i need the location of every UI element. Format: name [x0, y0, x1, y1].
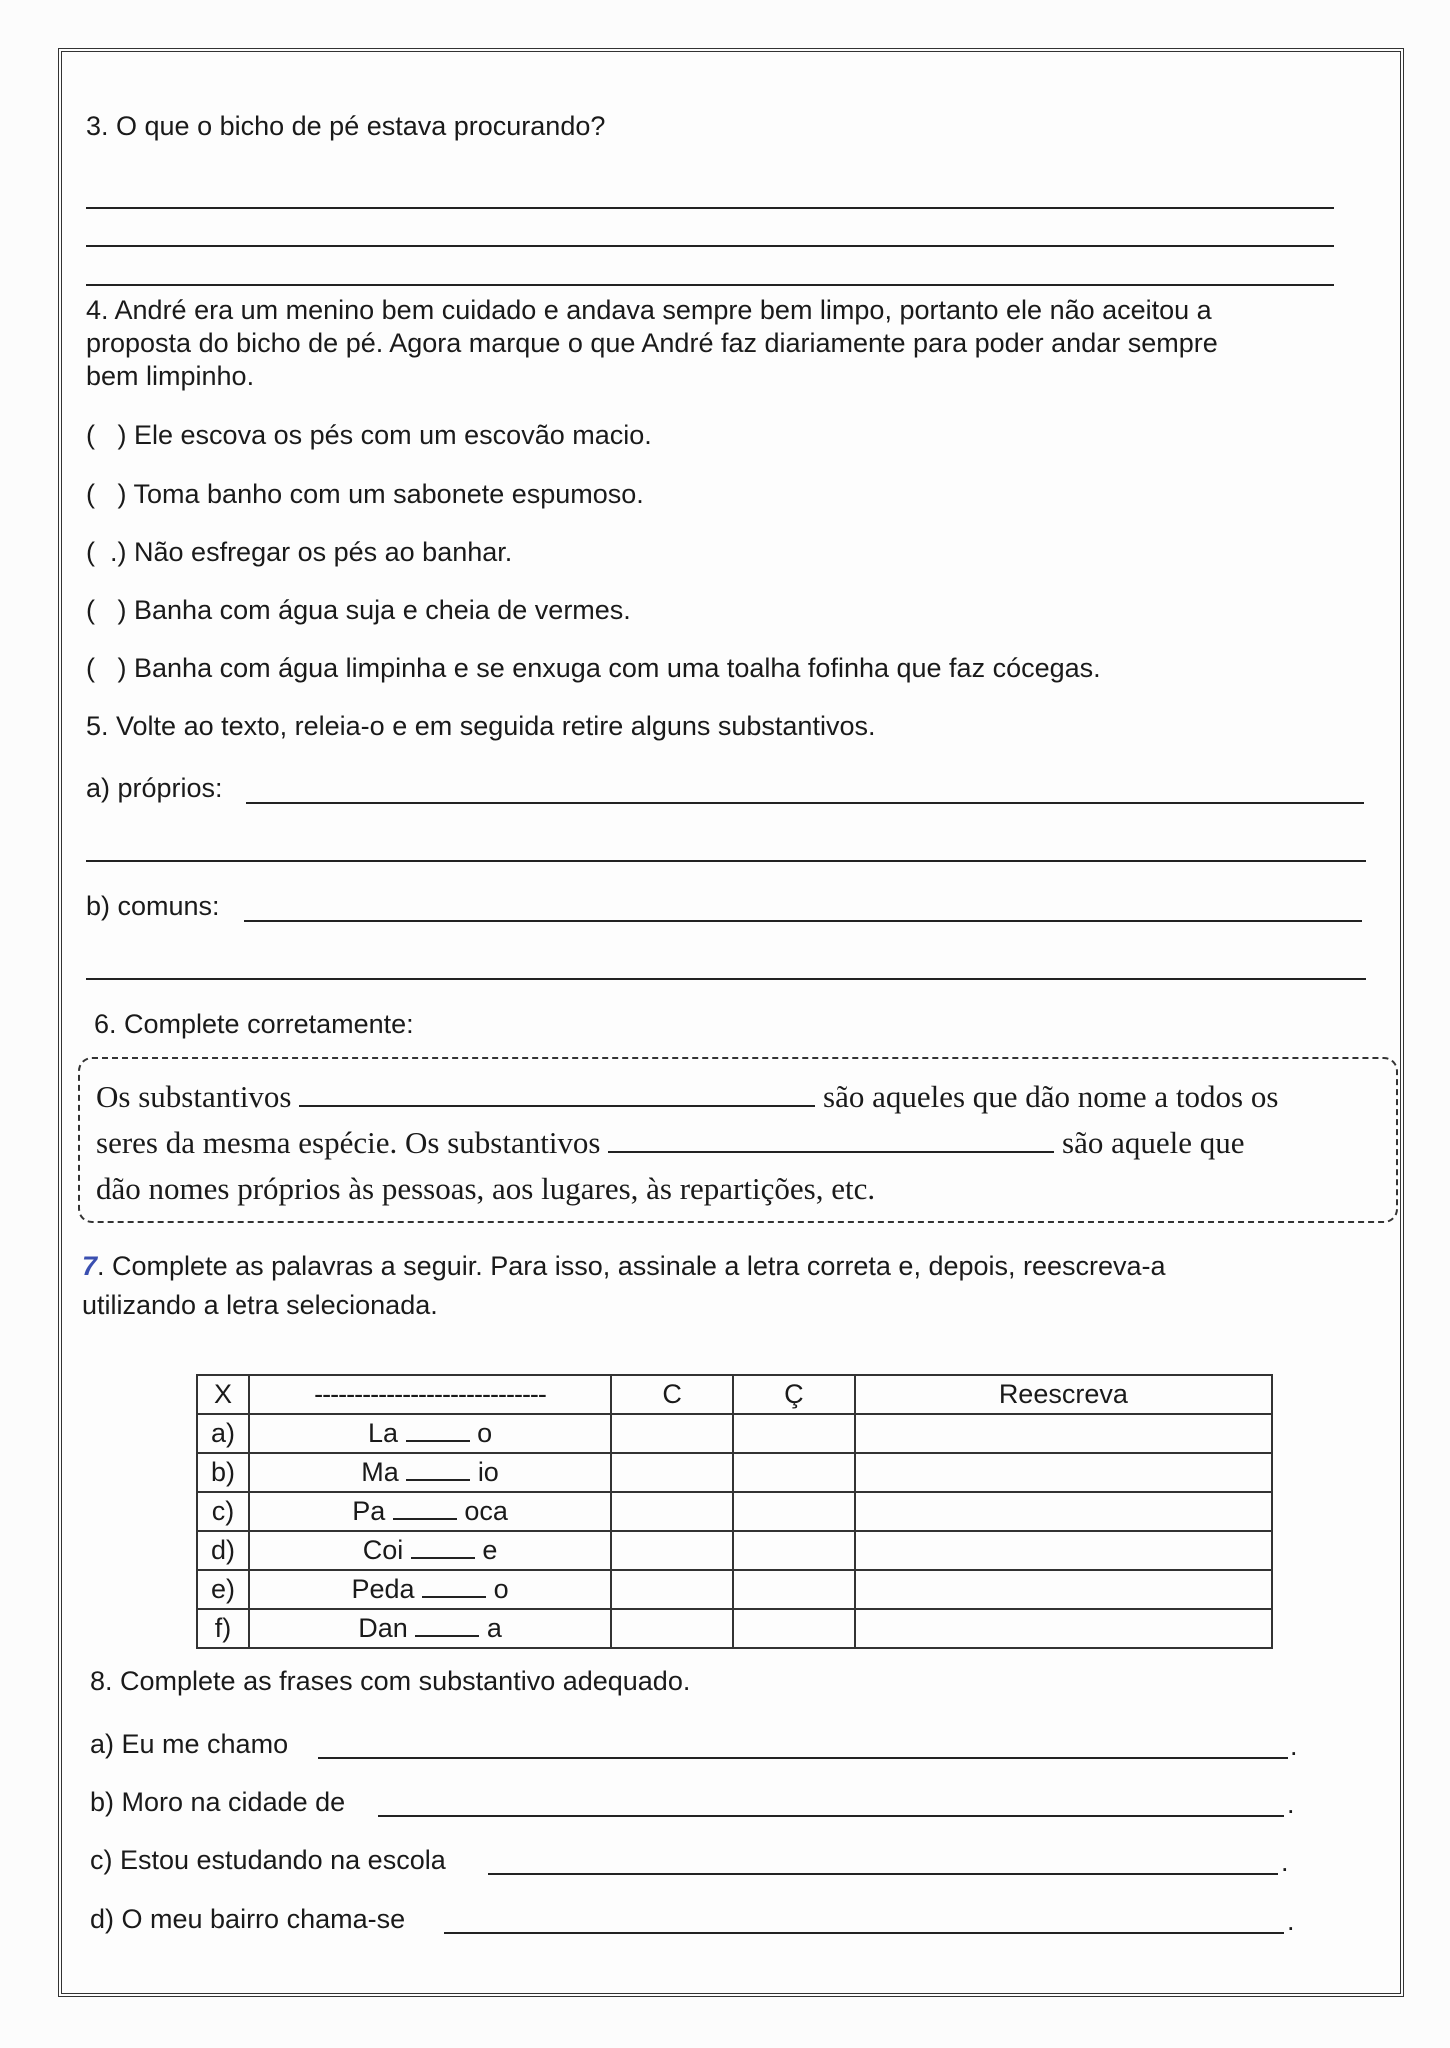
option-2-label: Toma banho com um sabonete espumoso. [133, 479, 644, 509]
option-5-label: Banha com água limpinha e se enxuga com uma toalha fofinha que faz cócegas. [134, 653, 1101, 683]
question-5: 5. Volte ao texto, releia-o e em seguida retire alguns substantivos. [86, 711, 876, 741]
option-3[interactable] [86, 536, 512, 568]
rewrite-cell[interactable] [855, 1570, 1272, 1609]
check-c[interactable] [611, 1570, 733, 1609]
row-letter: c) [197, 1492, 249, 1531]
option-4-label: Banha com água suja e cheia de vermes. [134, 595, 631, 625]
check-c[interactable] [611, 1531, 733, 1570]
word-blank[interactable] [411, 1539, 475, 1559]
sentence-a-label: a) Eu me chamo [90, 1729, 289, 1759]
table-row [197, 1531, 1272, 1570]
check-c-cedilla[interactable] [733, 1414, 855, 1453]
sentence-c-period: . [1281, 1847, 1289, 1877]
sentence-a-period: . [1290, 1731, 1298, 1761]
rewrite-cell[interactable] [855, 1492, 1272, 1531]
rewrite-cell[interactable] [855, 1414, 1272, 1453]
blank-comuns[interactable] [299, 1087, 815, 1107]
answer-line-3-1[interactable] [86, 207, 1334, 209]
sentence-c-label: c) Estou estudando na escola [90, 1845, 446, 1875]
word-cell: Peda o [249, 1570, 611, 1609]
table-row [197, 1492, 1272, 1531]
word-cell: Coi e [249, 1531, 611, 1570]
word-completion-table [196, 1374, 1273, 1649]
checkbox-1[interactable]: ( ) [86, 420, 127, 450]
answer-line-proprios-2[interactable] [86, 860, 1366, 862]
word-cell: La o [249, 1414, 611, 1453]
checkbox-5[interactable]: ( ) [86, 653, 127, 683]
row-letter: e) [197, 1570, 249, 1609]
check-c-cedilla[interactable] [733, 1609, 855, 1648]
word-cell: Pa oca [249, 1492, 611, 1531]
question-3: 3. O que o bicho de pé estava procurando? [86, 111, 606, 141]
header-c: C [611, 1375, 733, 1414]
table-header-row [197, 1375, 1272, 1414]
option-1[interactable] [86, 419, 652, 451]
check-c[interactable] [611, 1492, 733, 1531]
label-proprios: a) próprios: [86, 773, 223, 803]
row-letter: d) [197, 1531, 249, 1570]
sentence-d-blank[interactable] [444, 1932, 1284, 1934]
check-c-cedilla[interactable] [733, 1492, 855, 1531]
word-blank[interactable] [406, 1461, 470, 1481]
option-4[interactable] [86, 594, 631, 626]
answer-line-proprios-1[interactable] [246, 802, 1364, 804]
blank-proprios[interactable] [608, 1133, 1054, 1153]
sentence-b-blank[interactable] [378, 1815, 1284, 1817]
answer-line-comuns-1[interactable] [244, 920, 1362, 922]
question-6: 6. Complete corretamente: [94, 1009, 414, 1039]
handwritten-number-7: 7 [82, 1251, 98, 1281]
option-1-label: Ele escova os pés com um escovão macio. [134, 420, 652, 450]
answer-line-3-3[interactable] [86, 284, 1334, 286]
word-blank[interactable] [406, 1422, 470, 1442]
rewrite-cell[interactable] [855, 1609, 1272, 1648]
word-cell: Ma io [249, 1453, 611, 1492]
word-blank[interactable] [415, 1617, 479, 1637]
option-3-label: Não esfregar os pés ao banhar. [134, 537, 513, 567]
question-7: 7. Complete as palavras a seguir. Para isso, assinale a letra correta e, depois, reescreva-a utilizando a letra selecionada. [82, 1251, 1166, 1320]
row-letter: a) [197, 1414, 249, 1453]
word-blank[interactable] [393, 1500, 457, 1520]
row-letter: b) [197, 1453, 249, 1492]
definition-line-1: Os substantivos são aqueles que dão nome a todos os [96, 1079, 1279, 1114]
check-c[interactable] [611, 1453, 733, 1492]
definition-text [96, 1074, 1278, 1212]
checkbox-3[interactable]: ( .) [86, 537, 127, 567]
answer-line-3-2[interactable] [86, 245, 1334, 247]
check-c-cedilla[interactable] [733, 1531, 855, 1570]
option-2[interactable] [86, 478, 644, 510]
header-reescreva: Reescreva [855, 1375, 1272, 1414]
header-c-cedilla: Ç [733, 1375, 855, 1414]
checkbox-4[interactable]: ( ) [86, 595, 127, 625]
table-row [197, 1414, 1272, 1453]
table-row [197, 1570, 1272, 1609]
row-letter: f) [197, 1609, 249, 1648]
check-c[interactable] [611, 1414, 733, 1453]
sentence-a-blank[interactable] [318, 1757, 1288, 1759]
definition-line-3: dão nomes próprios às pessoas, aos lugares, às repartições, etc. [96, 1171, 876, 1206]
checkbox-2[interactable]: ( ) [86, 479, 127, 509]
header-x: X [197, 1375, 249, 1414]
question-8: 8. Complete as frases com substantivo adequado. [90, 1666, 691, 1696]
rewrite-cell[interactable] [855, 1453, 1272, 1492]
answer-line-comuns-2[interactable] [86, 978, 1366, 980]
label-comuns: b) comuns: [86, 891, 220, 921]
sentence-d-period: . [1287, 1906, 1295, 1936]
header-word: ----------------------------- [249, 1375, 611, 1414]
check-c[interactable] [611, 1609, 733, 1648]
question-4-line-3: bem limpinho. [86, 361, 255, 391]
sentence-d-label: d) O meu bairro chama-se [90, 1904, 406, 1934]
rewrite-cell[interactable] [855, 1531, 1272, 1570]
question-4 [86, 294, 1366, 393]
word-cell: Dan a [249, 1609, 611, 1648]
table-row [197, 1609, 1272, 1648]
question-4-line-2: proposta do bicho de pé. Agora marque o que André faz diariamente para poder andar sempre [86, 328, 1218, 358]
sentence-c-blank[interactable] [488, 1873, 1278, 1875]
definition-line-2: seres da mesma espécie. Os substantivos são aquele que [96, 1125, 1245, 1160]
sentence-b-period: . [1287, 1789, 1295, 1819]
word-blank[interactable] [422, 1578, 486, 1598]
sentence-b-label: b) Moro na cidade de [90, 1787, 346, 1817]
table-row [197, 1453, 1272, 1492]
check-c-cedilla[interactable] [733, 1570, 855, 1609]
question-4-line-1: 4. André era um menino bem cuidado e andava sempre bem limpo, portanto ele não aceitou a [86, 295, 1212, 325]
option-5[interactable] [86, 652, 1101, 684]
check-c-cedilla[interactable] [733, 1453, 855, 1492]
